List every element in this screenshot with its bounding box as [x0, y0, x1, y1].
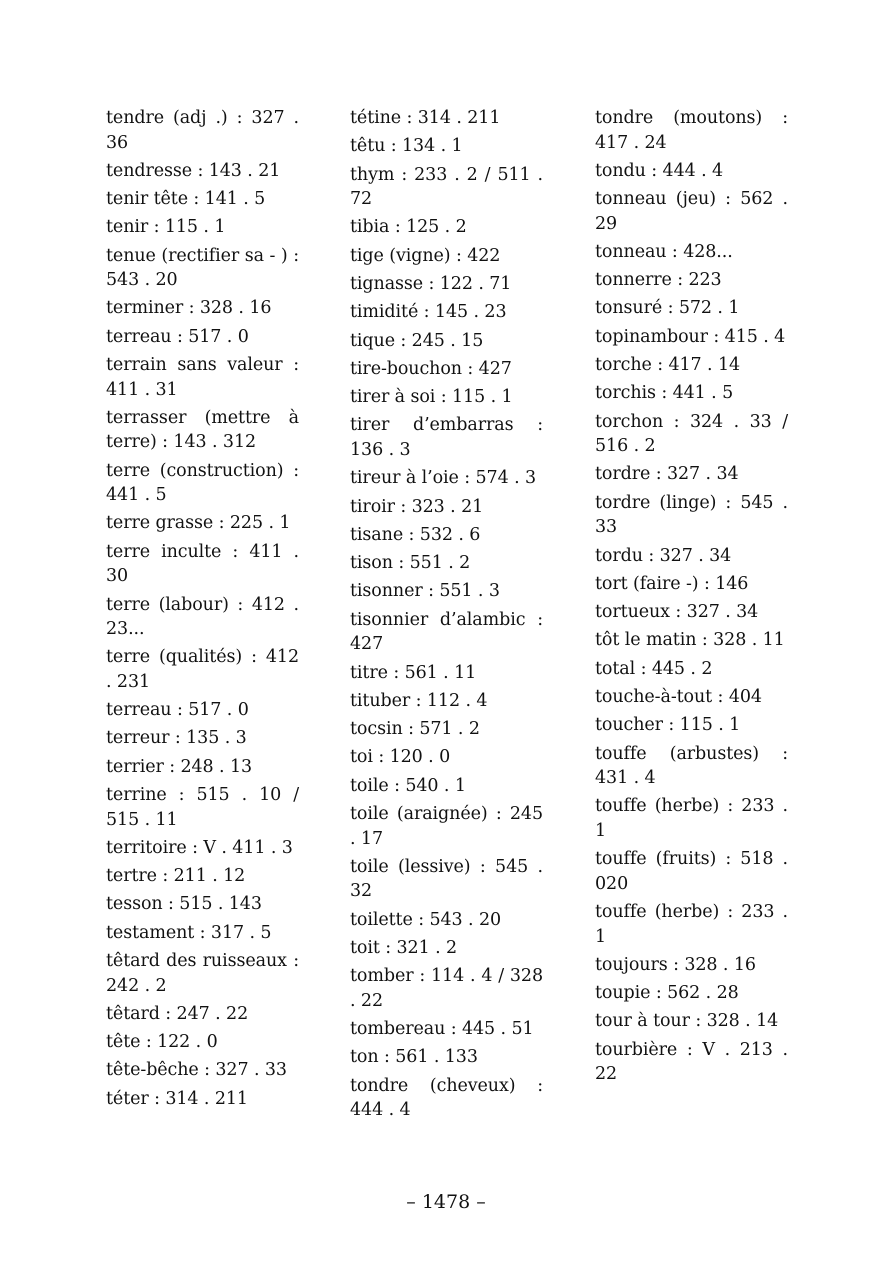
index-entry: total : 445 . 2: [595, 658, 713, 679]
page-number: – 1478 –: [406, 1191, 486, 1213]
index-entry: tour à tour : 328 . 14: [595, 1011, 779, 1032]
index-entry: tordu : 327 . 34: [595, 545, 732, 566]
index-entry: tôt le matin : 328 . 11: [595, 630, 785, 651]
index-entry: toilette : 543 . 20: [350, 909, 502, 930]
index-entry: torche : 417 . 14: [595, 355, 741, 376]
index-entry: terminer : 328 . 16: [106, 298, 272, 319]
index-entry: tétine : 314 . 211: [350, 108, 501, 128]
index-entry: ton : 561 . 133: [350, 1047, 478, 1068]
index-entry: tourbière : V . 213 . 22: [595, 1039, 788, 1085]
index-entry: toile (araignée) : 245 . 17: [350, 804, 543, 849]
index-entry: terrine : 515 . 10 / 515 . 11: [106, 785, 299, 830]
index-entry: touche-à-tout : 404: [595, 687, 762, 708]
index-entry: terreau : 517 . 0: [106, 326, 249, 347]
index-entry: tocsin : 571 . 2: [350, 719, 480, 740]
index-entry: terrasser (mettre à terre) : 143 . 312: [106, 407, 299, 453]
index-entry: tignasse : 122 . 71: [350, 273, 512, 294]
index-entry: têtu : 134 . 1: [350, 136, 463, 157]
index-entry: tirer d’embarras : 136 . 3: [350, 415, 543, 460]
index-entry: terre (qualités) : 412 . 231: [106, 647, 299, 692]
index-entry: tonneau : 428...: [595, 241, 733, 262]
index-entry: terreau : 517 . 0: [106, 700, 249, 721]
index-entry: titre : 561 . 11: [350, 662, 477, 683]
index-entry: tisonnier d’alambic : 427: [350, 609, 543, 655]
index-entry: tendresse : 143 . 21: [106, 160, 281, 181]
index-entry: terre (construction) : 441 . 5: [106, 460, 299, 506]
index-entry: touffe (herbe) : 233 . 1: [595, 902, 788, 947]
index-entry: tonsuré : 572 . 1: [595, 298, 740, 319]
index-entry: tenir : 115 . 1: [106, 217, 226, 238]
index-entry: terreur : 135 . 3: [106, 728, 247, 749]
index-entry: toile (lessive) : 545 . 32: [350, 856, 543, 902]
index-entry: tombereau : 445 . 51: [350, 1019, 534, 1040]
index-entry: testament : 317 . 5: [106, 922, 272, 943]
index-entry: territoire : V . 411 . 3: [106, 837, 293, 858]
index-entry: tête-bêche : 327 . 33: [106, 1060, 287, 1081]
index-entry: tiroir : 323 . 21: [350, 496, 484, 517]
index-entry: toucher : 115 . 1: [595, 715, 741, 736]
index-entry: tonneau (jeu) : 562 . 29: [595, 189, 788, 234]
index-entry: terrain sans valeur : 411 . 31: [106, 355, 299, 400]
index-entry: tort (faire -) : 146: [595, 573, 749, 594]
index-entry: tenue (rectifier sa - ) : 543 . 20: [106, 245, 299, 291]
index-entry: tordre : 327 . 34: [595, 464, 739, 485]
index-entry: terre (labour) : 412 . 23...: [106, 594, 299, 640]
index-column-2: [350, 106, 543, 1126]
index-entry: terrier : 248 . 13: [106, 756, 253, 777]
index-entry: tibia : 125 . 2: [350, 217, 467, 238]
index-entry: tondre (moutons) : 417 . 24: [595, 108, 788, 153]
index-entry: tordre (linge) : 545 . 33: [595, 492, 788, 538]
index-entry: timidité : 145 . 23: [350, 302, 507, 323]
index-column-1: [106, 106, 299, 1115]
index-entry: tique : 245 . 15: [350, 330, 484, 351]
index-entry: toujours : 328 . 16: [595, 954, 756, 975]
index-column-3: [595, 106, 788, 1091]
index-entry: tige (vigne) : 422: [350, 245, 501, 266]
index-entry: thym : 233 . 2 / 511 . 72: [350, 164, 543, 210]
index-entry: toupie : 562 . 28: [595, 983, 739, 1004]
index-entry: tisonner : 551 . 3: [350, 581, 500, 602]
index-entry: tête : 122 . 0: [106, 1032, 218, 1053]
index-entry: torchis : 441 . 5: [595, 383, 734, 404]
index-entry: tison : 551 . 2: [350, 553, 471, 574]
index-entry: topinambour : 415 . 4: [595, 326, 786, 347]
index-entry: tertre : 211 . 12: [106, 866, 246, 887]
index-entry: tonnerre : 223: [595, 270, 722, 291]
index-entry: terre grasse : 225 . 1: [106, 513, 291, 534]
index-entry: tortueux : 327 . 34: [595, 602, 759, 623]
index-entry: têtard des ruisseaux : 242 . 2: [106, 951, 299, 996]
index-entry: touffe (herbe) : 233 . 1: [595, 796, 788, 841]
index-entry: tesson : 515 . 143: [106, 894, 262, 915]
index-entry: tituber : 112 . 4: [350, 690, 488, 711]
index-entry: tenir tête : 141 . 5: [106, 189, 266, 210]
index-entry: tisane : 532 . 6: [350, 524, 481, 545]
index-entry: tendre (adj .) : 327 . 36: [106, 108, 299, 153]
index-entry: torchon : 324 . 33 / 516 . 2: [595, 411, 788, 457]
index-entry: tireur à l’oie : 574 . 3: [350, 468, 537, 489]
index-entry: toit : 321 . 2: [350, 937, 458, 958]
index-entry: tondu : 444 . 4: [595, 160, 724, 181]
index-entry: têtard : 247 . 22: [106, 1003, 249, 1024]
index-entry: toile : 540 . 1: [350, 775, 466, 796]
index-entry: terre inculte : 411 . 30: [106, 541, 299, 587]
index-entry: tomber : 114 . 4 / 328 . 22: [350, 966, 543, 1011]
index-entry: touffe (arbustes) : 431 . 4: [595, 743, 788, 789]
index-entry: touffe (fruits) : 518 . 020: [595, 849, 788, 894]
index-entry: tondre (cheveux) : 444 . 4: [350, 1075, 543, 1121]
index-entry: toi : 120 . 0: [350, 747, 451, 768]
index-entry: tire-bouchon : 427: [350, 358, 512, 379]
index-entry: téter : 314 . 211: [106, 1088, 248, 1109]
index-entry: tirer à soi : 115 . 1: [350, 387, 513, 408]
